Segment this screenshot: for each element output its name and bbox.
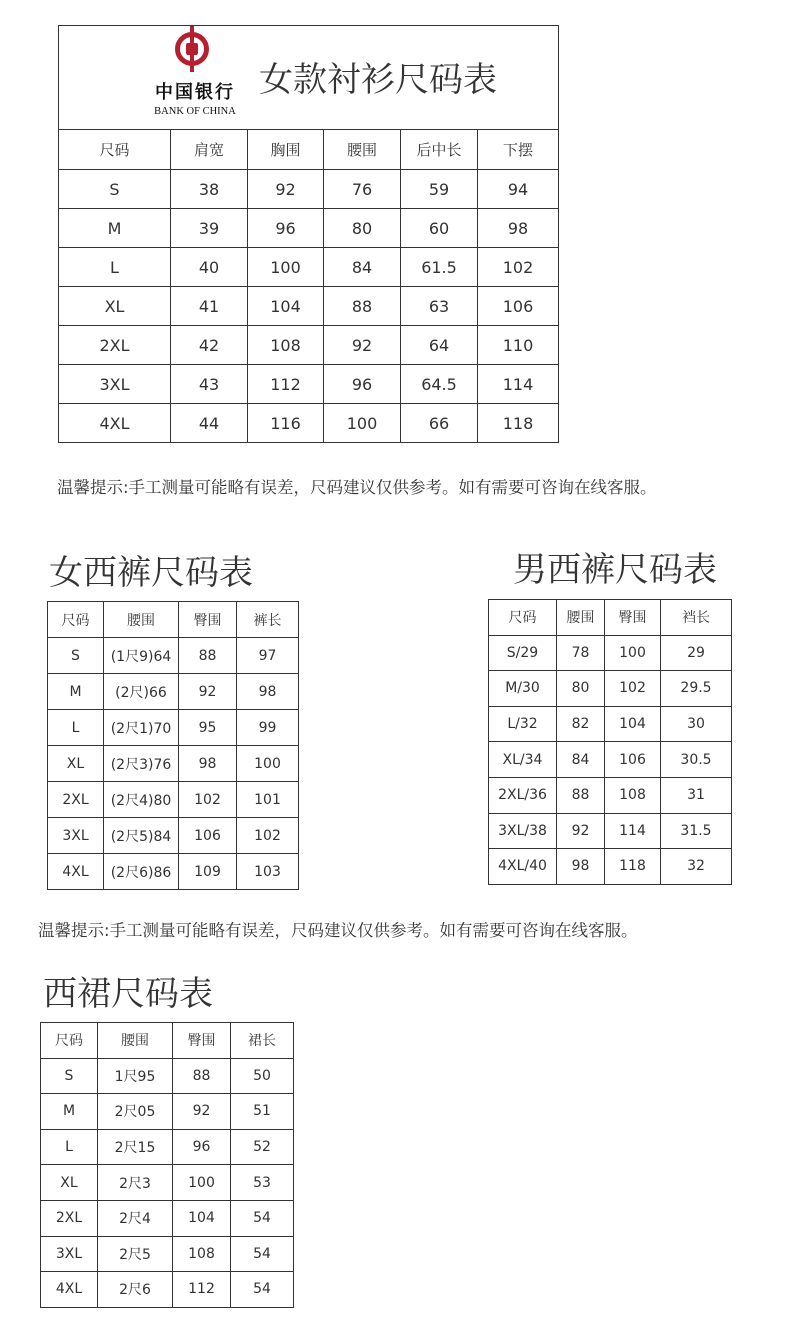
table-cell: 88 [324,287,401,326]
table-cell: 38 [171,170,248,209]
table-cell: 99 [237,710,299,746]
table-cell: 116 [248,404,324,443]
table-cell: L [41,1129,98,1165]
table-cell: (2尺1)70 [104,710,179,746]
table-cell: S [59,170,171,209]
table-header-row [41,1023,294,1059]
table-cell: S [48,638,104,674]
table-cell: 4XL/40 [489,849,557,885]
bank-of-china-logo [147,32,243,124]
table-cell: XL/34 [489,742,557,778]
table-cell: 103 [237,854,299,890]
table-cell: 88 [557,777,605,813]
table-cell: 96 [248,209,324,248]
table-cell: 39 [171,209,248,248]
table-cell: 43 [171,365,248,404]
table-cell: 2尺5 [98,1236,173,1272]
table-cell: 84 [557,742,605,778]
table-cell: 40 [171,248,248,287]
header-cell: 尺码 [41,1023,98,1059]
table-row [489,742,732,778]
table-cell: 88 [173,1058,231,1094]
table-cell: (2尺3)76 [104,746,179,782]
table-cell: 98 [179,746,237,782]
header-cell: 尺码 [489,600,557,636]
table-cell: 59 [401,170,478,209]
table-cell: 4XL [48,854,104,890]
table-row [59,404,559,443]
table-cell: 60 [401,209,478,248]
table-cell: 101 [237,782,299,818]
table-cell: 94 [478,170,559,209]
table-cell: 2尺4 [98,1200,173,1236]
table-cell: 106 [605,742,661,778]
table-cell: 54 [231,1236,294,1272]
table-cell: 112 [248,365,324,404]
table-cell: 102 [237,818,299,854]
table-row [59,365,559,404]
table-row [489,777,732,813]
table-cell: 53 [231,1165,294,1201]
table-cell: 2XL/36 [489,777,557,813]
table-header-row [48,602,299,638]
table-cell: 98 [557,849,605,885]
table-cell: 80 [324,209,401,248]
table-cell: 100 [248,248,324,287]
table-row [489,635,732,671]
skirt-size-table [40,1022,294,1308]
table-cell: 2尺15 [98,1129,173,1165]
table-cell: 100 [237,746,299,782]
table-cell: 31.5 [661,813,732,849]
table-cell: 108 [248,326,324,365]
table-cell: 112 [173,1272,231,1308]
table-cell: 4XL [41,1272,98,1308]
table-row [48,674,299,710]
table-cell: 76 [324,170,401,209]
table-header-row [489,600,732,636]
table-cell: 2XL [59,326,171,365]
table-row [41,1129,294,1165]
table-cell: 61.5 [401,248,478,287]
table-cell: XL [59,287,171,326]
table-cell: 2尺6 [98,1272,173,1308]
table-row [41,1272,294,1308]
table-cell: 54 [231,1200,294,1236]
table-cell: 31 [661,777,732,813]
table-cell: 51 [231,1094,294,1130]
header-cell: 后中长 [401,130,478,170]
table-cell: M [41,1094,98,1130]
table-cell: 97 [237,638,299,674]
header-cell: 尺码 [59,130,171,170]
table-cell: 50 [231,1058,294,1094]
table-row [489,849,732,885]
table-row [48,854,299,890]
women-pants-size-table [47,601,299,890]
table-row [48,638,299,674]
table-cell: 96 [324,365,401,404]
table-row [48,746,299,782]
header-cell: 臀围 [179,602,237,638]
table-row [59,287,559,326]
table-cell: 80 [557,671,605,707]
table-row [48,782,299,818]
table-cell: 3XL [48,818,104,854]
shirt-table-title: 女款衬衫尺码表 [259,60,497,100]
table-cell: 114 [605,813,661,849]
table-cell: (2尺6)86 [104,854,179,890]
table-cell: (1尺9)64 [104,638,179,674]
header-cell: 臀围 [605,600,661,636]
table-cell: 29 [661,635,732,671]
table-cell: (2尺5)84 [104,818,179,854]
header-cell: 腰围 [98,1023,173,1059]
table-cell: 102 [478,248,559,287]
table-cell: M [59,209,171,248]
table-cell: 3XL [59,365,171,404]
table-cell: S/29 [489,635,557,671]
table-cell: M [48,674,104,710]
table-cell: 63 [401,287,478,326]
table-cell: 110 [478,326,559,365]
women-pants-title: 女西裤尺码表 [49,553,253,593]
skirt-title: 西裙尺码表 [43,974,213,1014]
table-cell: 88 [179,638,237,674]
table-cell: 52 [231,1129,294,1165]
table-cell: 102 [179,782,237,818]
table-row [59,170,559,209]
table-row [59,209,559,248]
table-cell: (2尺4)80 [104,782,179,818]
measurement-tip-2: 温馨提示:手工测量可能略有误差，尺码建议仅供参考。如有需要可咨询在线客服。 [38,921,638,940]
table-row [41,1094,294,1130]
table-cell: 108 [173,1236,231,1272]
table-row [48,710,299,746]
table-row [41,1200,294,1236]
table-cell: 29.5 [661,671,732,707]
table-cell: XL [41,1165,98,1201]
table-cell: 2XL [48,782,104,818]
table-cell: L [59,248,171,287]
shirt-size-table [58,25,559,443]
table-cell: 4XL [59,404,171,443]
table-cell: 109 [179,854,237,890]
header-cell: 腰围 [104,602,179,638]
header-cell: 腰围 [324,130,401,170]
shirt-table-title-cell [59,26,559,130]
table-cell: 84 [324,248,401,287]
header-cell: 胸围 [248,130,324,170]
table-cell: L [48,710,104,746]
table-cell: 118 [605,849,661,885]
table-cell: 3XL [41,1236,98,1272]
table-row [489,706,732,742]
table-cell: 114 [478,365,559,404]
table-cell: 98 [478,209,559,248]
table-row [41,1058,294,1094]
table-cell: 98 [237,674,299,710]
table-cell: 44 [171,404,248,443]
table-cell: 108 [605,777,661,813]
men-pants-size-table [488,599,732,885]
table-cell: 3XL/38 [489,813,557,849]
table-cell: 104 [173,1200,231,1236]
header-cell: 臀围 [173,1023,231,1059]
header-cell: 尺码 [48,602,104,638]
header-cell: 裆长 [661,600,732,636]
table-cell: 118 [478,404,559,443]
table-cell: 92 [179,674,237,710]
table-cell: 106 [478,287,559,326]
table-header-row [59,130,559,170]
table-row [41,1236,294,1272]
table-cell: 92 [248,170,324,209]
table-cell: 30 [661,706,732,742]
table-cell: 64.5 [401,365,478,404]
table-cell: 104 [605,706,661,742]
table-row [41,1165,294,1201]
table-cell: 82 [557,706,605,742]
table-cell: 92 [557,813,605,849]
table-cell: L/32 [489,706,557,742]
table-cell: 78 [557,635,605,671]
header-cell: 肩宽 [171,130,248,170]
table-cell: M/30 [489,671,557,707]
table-cell: 102 [605,671,661,707]
header-cell: 裤长 [237,602,299,638]
table-cell: 2尺05 [98,1094,173,1130]
men-pants-title: 男西裤尺码表 [513,550,717,590]
table-cell: 42 [171,326,248,365]
table-cell: (2尺)66 [104,674,179,710]
table-cell: 104 [248,287,324,326]
table-cell: 32 [661,849,732,885]
table-cell: 54 [231,1272,294,1308]
measurement-tip: 温馨提示:手工测量可能略有误差，尺码建议仅供参考。如有需要可咨询在线客服。 [57,478,657,497]
header-cell: 裙长 [231,1023,294,1059]
table-cell: 92 [173,1094,231,1130]
table-cell: 30.5 [661,742,732,778]
table-cell: 100 [605,635,661,671]
logo-emblem-icon [175,32,209,66]
header-cell: 腰围 [557,600,605,636]
table-cell: 106 [179,818,237,854]
table-cell: XL [48,746,104,782]
logo-english-text: BANK OF CHINA [154,106,236,117]
table-cell: 100 [173,1165,231,1201]
table-cell: 64 [401,326,478,365]
table-cell: 66 [401,404,478,443]
table-cell: 41 [171,287,248,326]
header-cell: 下摆 [478,130,559,170]
table-cell: 1尺95 [98,1058,173,1094]
table-cell: 2尺3 [98,1165,173,1201]
table-row [489,671,732,707]
table-cell: 95 [179,710,237,746]
table-row [48,818,299,854]
table-cell: 100 [324,404,401,443]
table-cell: 2XL [41,1200,98,1236]
table-row [59,326,559,365]
logo-chinese-text: 中国银行 [155,82,235,103]
table-cell: 92 [324,326,401,365]
table-row [489,813,732,849]
table-cell: 96 [173,1129,231,1165]
table-cell: S [41,1058,98,1094]
table-row [59,248,559,287]
